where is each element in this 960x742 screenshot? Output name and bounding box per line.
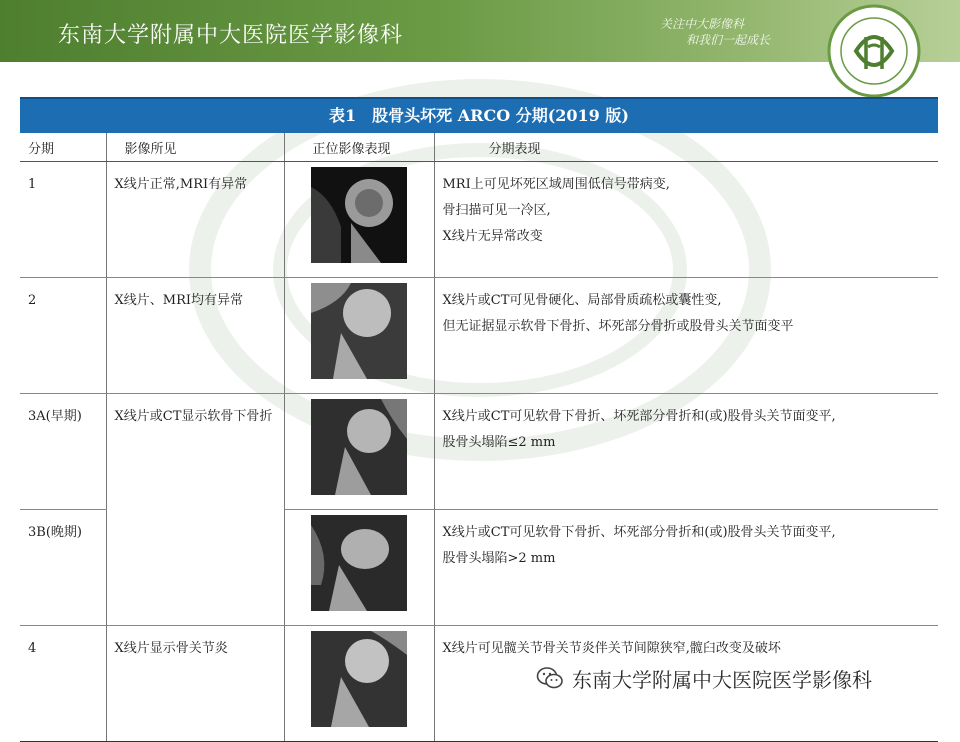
finding-cell: X线片显示骨关节炎 [106,626,284,742]
slogan-line-2: 和我们一起成长 [686,33,771,47]
stage-cell: 3A(早期) [20,394,106,510]
header-stage: 分期 [20,133,106,162]
image-cell [284,510,434,626]
staging-table [20,133,938,742]
table-caption-title: 股骨头坏死 ARCO 分期(2019 版) [372,106,629,125]
slogan [660,16,770,48]
header-image: 正位影像表现 [284,133,434,162]
stage-cell: 1 [20,162,106,278]
finding-cell: X线片、MRI均有异常 [106,278,284,394]
table-row [20,162,938,278]
image-cell [284,278,434,394]
header-finding: 影像所见 [106,133,284,162]
account-watermark [536,664,872,692]
description-cell [434,510,938,626]
stage-cell: 3B(晚期) [20,510,106,626]
description-line: X线片可见髋关节骨关节炎伴关节间隙狭窄,髋臼改变及破坏 [442,641,781,656]
description-line: X线片或CT可见骨硬化、局部骨质疏松或囊性变, [442,293,722,308]
table-row [20,394,938,510]
description-line: X线片或CT可见软骨下骨折、坏死部分骨折和(或)股骨头关节面变平, [442,525,836,540]
description-line: X线片无异常改变 [442,229,543,244]
account-name: 东南大学附属中大医院医学影像科 [572,667,872,692]
image-cell [284,162,434,278]
description-cell [434,162,938,278]
xray-image [311,399,407,495]
image-cell [284,394,434,510]
arco-staging-table [20,97,938,742]
mri-image [311,167,407,263]
hospital-logo [826,3,922,99]
stage-cell: 4 [20,626,106,742]
xray-image [311,515,407,611]
page-title: 东南大学附属中大医院医学影像科 [58,23,404,48]
description-line: 但无证据显示软骨下骨折、坏死部分骨折或股骨头关节面变平 [442,319,794,334]
wechat-icon [536,666,564,690]
description-line: 股骨头塌陷>2 mm [442,551,556,566]
header-banner [0,0,960,62]
slogan-line-1: 关注中大影像科 [660,17,745,31]
xray-image [311,631,407,727]
description-line: X线片或CT可见软骨下骨折、坏死部分骨折和(或)股骨头关节面变平, [442,409,836,424]
table-header-row [20,133,938,162]
description-line: 股骨头塌陷≤2 mm [442,435,556,450]
table-caption-number: 表1 [329,106,357,125]
stage-cell: 2 [20,278,106,394]
image-cell [284,626,434,742]
finding-cell: X线片或CT显示软骨下骨折 [106,394,284,626]
description-line: 骨扫描可见一冷区, [442,203,551,218]
table-caption [20,97,938,133]
header-description: 分期表现 [434,133,938,162]
finding-cell: X线片正常,MRI有异常 [106,162,284,278]
description-line: MRI上可见坏死区域周围低信号带病变, [442,177,670,192]
xray-image [311,283,407,379]
table-row [20,278,938,394]
description-cell [434,278,938,394]
description-cell [434,394,938,510]
